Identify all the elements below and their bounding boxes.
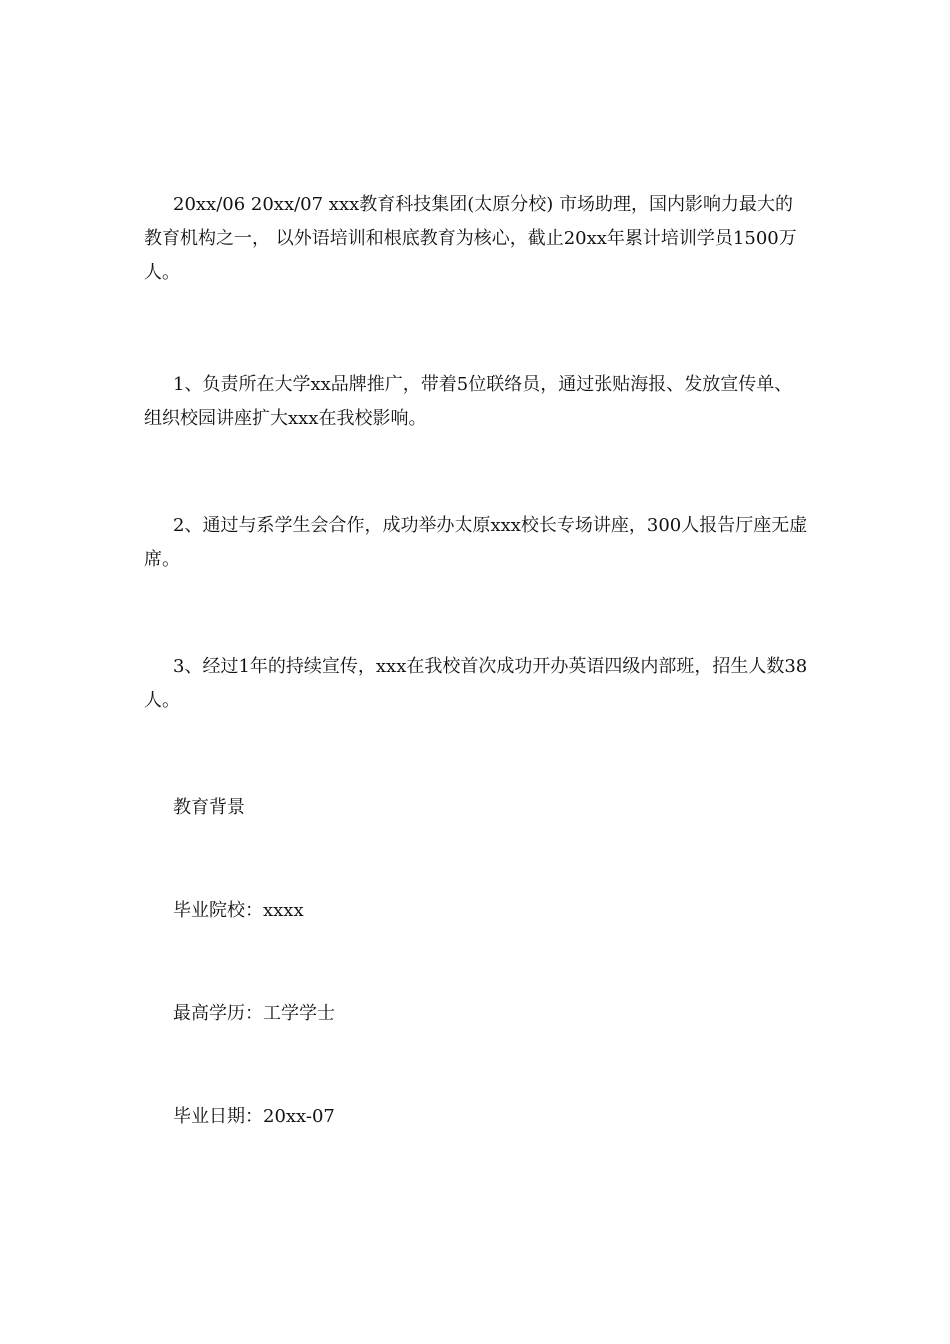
achievement-item-2: 2、通过与系学生会合作，成功举办太原xxx校长专场讲座，300人报告厅座无虚席。: [144, 515, 808, 570]
achievement-item-3: 3、经过1年的持续宣传，xxx在我校首次成功开办英语四级内部班，招生人数38人。: [144, 656, 808, 711]
graduation-date: 毕业日期：20xx-07: [173, 1106, 335, 1127]
education-heading: 教育背景: [173, 797, 245, 818]
work-experience-summary: 20xx/06 20xx/07 xxx教育科技集团(太原分校) 市场助理，国内影响力最大的教育机构之一， 以外语培训和根底教育为核心，截止20xx年累计培训学员1500万人。: [144, 194, 797, 283]
highest-degree: 最高学历：工学学士: [173, 1003, 335, 1024]
graduation-school: 毕业院校：xxxx: [173, 900, 304, 921]
achievement-item-1: 1、负责所在大学xx品牌推广，带着5位联络员，通过张贴海报、发放宣传单、组织校园讲座扩大xxx在我校影响。: [144, 374, 793, 429]
